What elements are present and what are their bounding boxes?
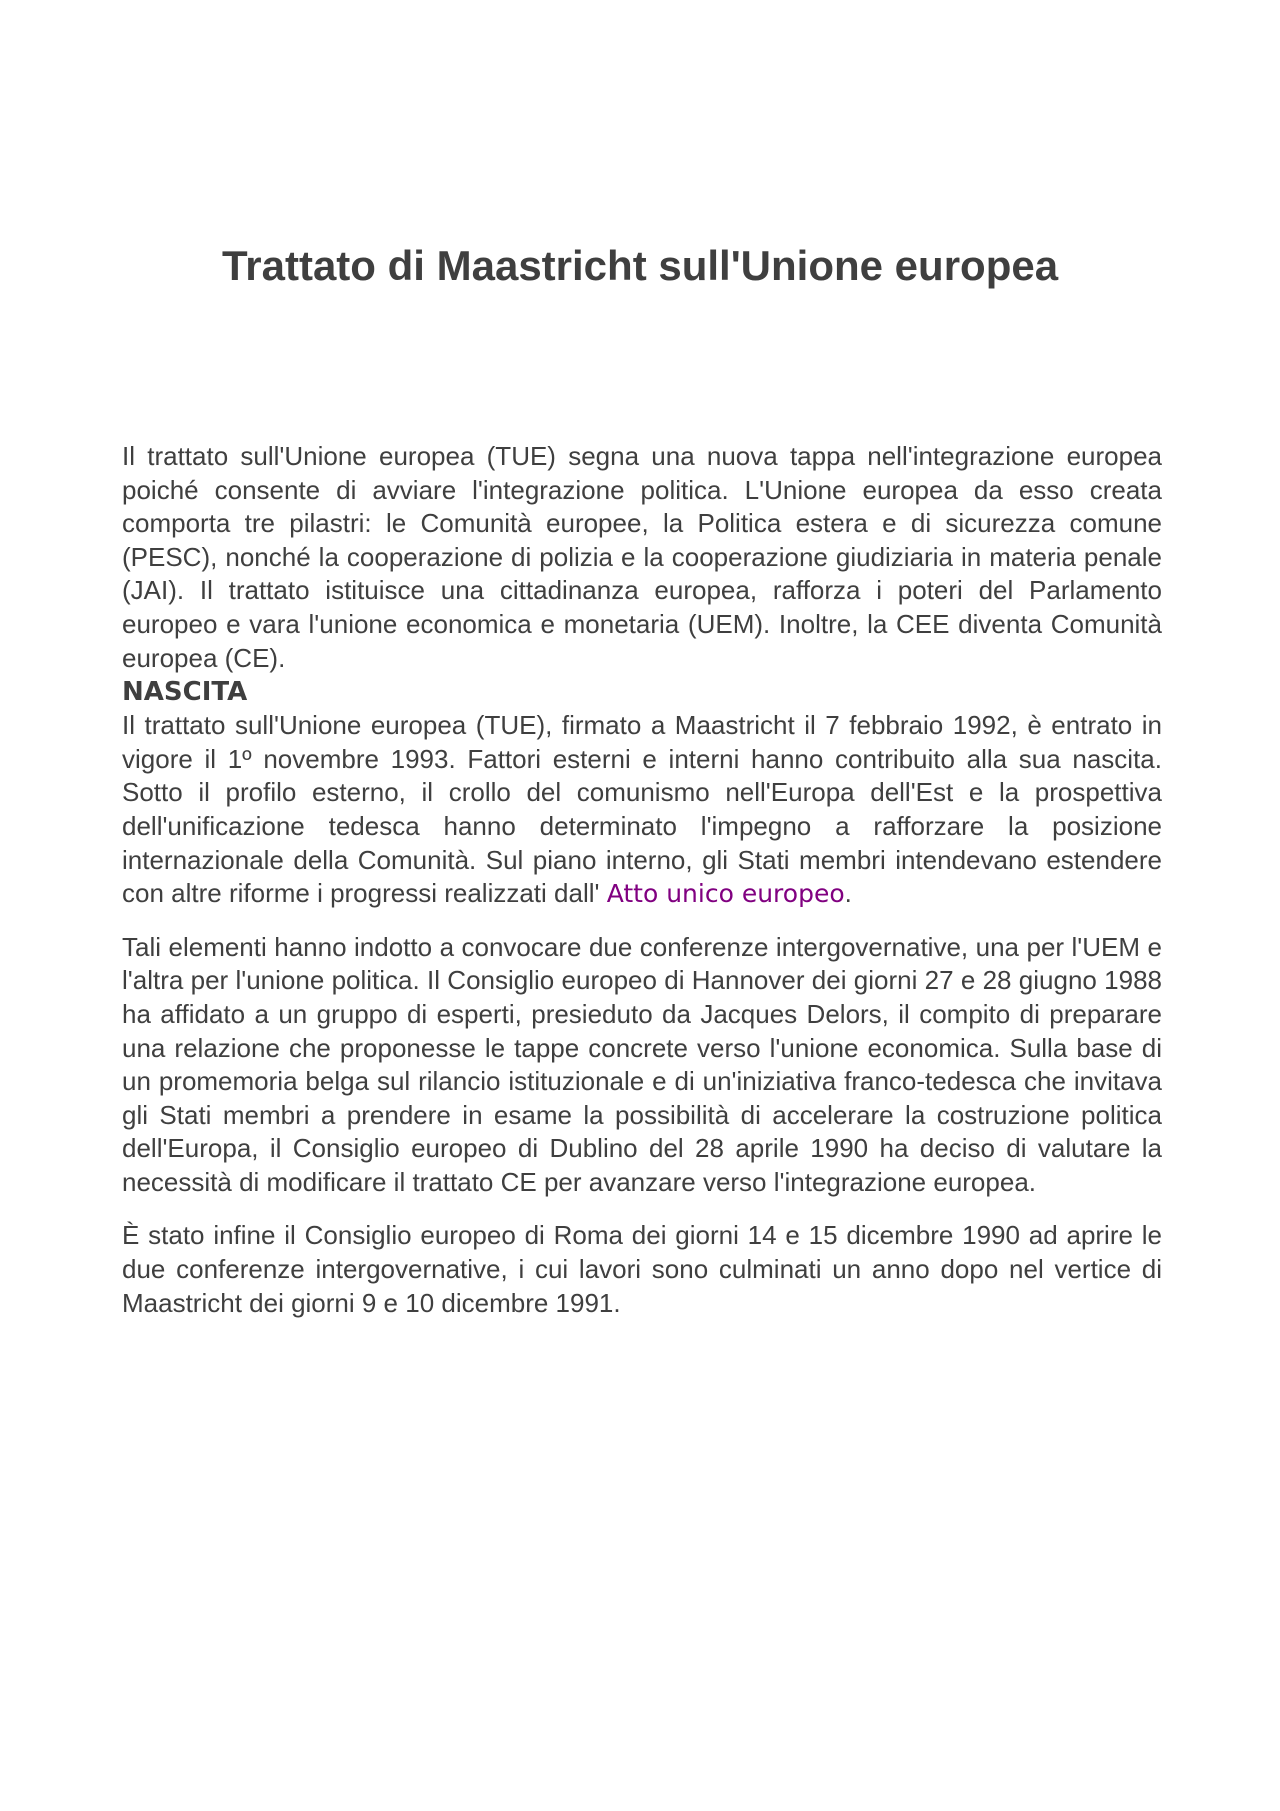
atto-unico-europeo-link[interactable]: Atto unico europeo: [606, 879, 845, 909]
paragraph-nascita-1: [122, 709, 1162, 911]
document-title: Trattato di Maastricht sull'Unione europea: [221, 242, 1059, 289]
paragraph-nascita-2: Tali elementi hanno indotto a convocare due conferenze intergovernative, una per l'UEM e l'altra per l'unione politica. Il Consiglio europeo di Hannover dei giorni 27 e 28 giugno 1988 ha affidato a un gruppo di esperti, presieduto da Jacques Delors, il compito di preparare una relazione che proponesse le tappe concrete verso l'unione economica. Sulla base di un promemoria belga sul rilancio istituzionale e di un'iniziativa franco-tedesca che invitava gli Stati membri a prendere in esame la possibilità di accelerare la costruzione politica dell'Europa, il Consiglio europeo di Dublino del 28 aprile 1990 ha deciso di valutare la necessità di modificare il trattato CE per avanzare verso l'integrazione europea.: [122, 931, 1162, 1197]
section-heading: NASCITA: [122, 677, 248, 708]
intro-paragraph: Il trattato sull'Unione europea (TUE) segna una nuova tappa nell'integrazione europea poiché consente di avviare l'integrazione politica. L'Unione europea da esso creata comporta tre pilastri: le Comunità europee, la Politica estera e di sicurezza comune (PESC), nonché la cooperazione di polizia e la cooperazione giudiziaria in materia penale (JAI). Il trattato istituisce una cittadinanza europea, rafforza i poteri del Parlamento europeo e vara l'unione economica e monetaria (UEM). Inoltre, la CEE diventa Comunità europea (CE).: [122, 441, 1162, 673]
paragraph-nascita-1-text: Il trattato sull'Unione europea (TUE), firmato a Maastricht il 7 febbraio 1992, è entrato in vigore il 1º novembre 1993. Fattori esterni e interni hanno contribuito alla sua nascita. Sotto il profilo esterno, il crollo del comunismo nell'Europa dell'Est e la prospettiva dell'unificazione tedesca hanno determinato l'impegno a rafforzare la posizione internazionale della Comunità. Sul piano interno, gli Stati membri intendevano estendere con altre riforme i progressi realizzati dall': [122, 710, 1162, 909]
document-body: [122, 440, 1162, 1320]
paragraph-nascita-3: È stato infine il Consiglio europeo di Roma dei giorni 14 e 15 dicembre 1990 ad aprire le due conferenze intergovernative, i cui lavori sono culminati un anno dopo nel vertice di Maastricht dei giorni 9 e 10 dicembre 1991.: [122, 1220, 1162, 1318]
paragraph-nascita-1-end: .: [844, 878, 852, 909]
